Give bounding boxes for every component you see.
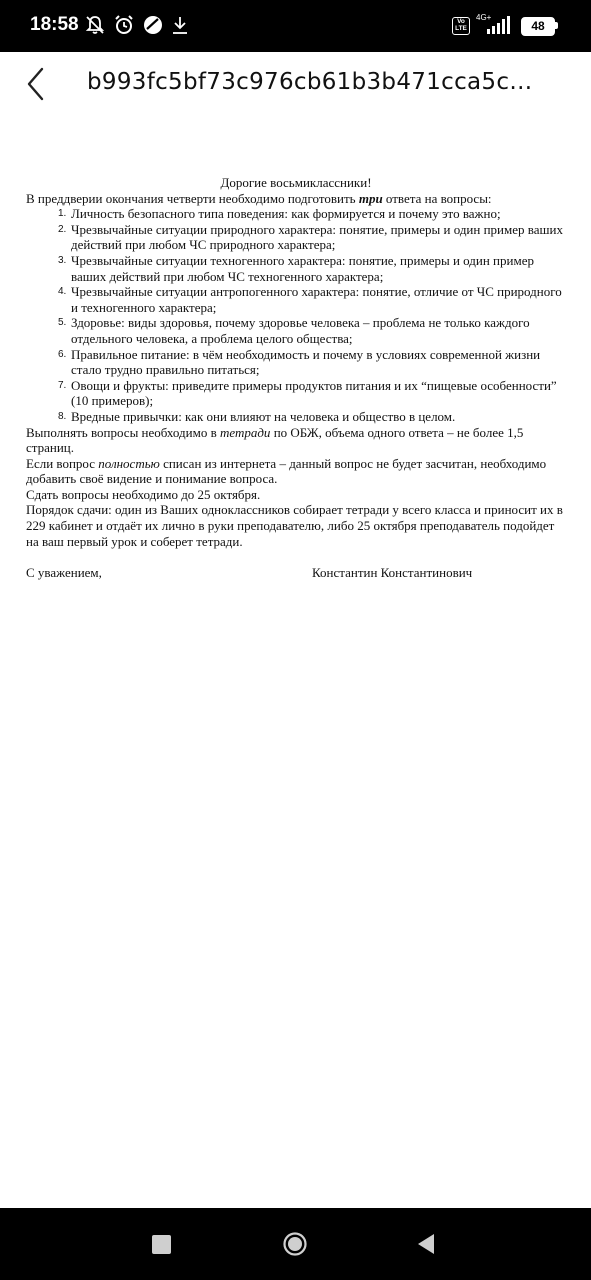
volte-icon: Vo LTE <box>452 17 470 35</box>
item-text: Правильное питание: в чём необходимость и почему в условиях современной жизни стало трудно правильно питаться; <box>71 346 541 378</box>
list-item <box>26 284 566 315</box>
back-triangle-icon[interactable] <box>415 1232 437 1256</box>
download-icon <box>170 14 190 36</box>
intro-text-end: ответа на вопросы: <box>382 190 492 206</box>
list-item <box>26 378 566 409</box>
item-number: 6. <box>58 348 67 360</box>
p2-emphasis: полностью <box>98 455 160 471</box>
item-number: 3. <box>58 254 67 266</box>
battery-icon: 48 <box>521 17 555 36</box>
question-list <box>26 206 566 424</box>
list-item <box>26 222 566 253</box>
status-bar <box>0 0 591 52</box>
back-button[interactable] <box>20 62 56 106</box>
item-text: Чрезвычайные ситуации природного характера: понятие, примеры и один пример ваших действий при любом ЧС природного характера; <box>71 221 563 253</box>
document-viewer[interactable] <box>0 124 591 1208</box>
item-text: Чрезвычайные ситуации антропогенного характера: понятие, отличие от ЧС природного и техногенного характера; <box>71 284 562 315</box>
p1-text: Выполнять вопросы необходимо в <box>26 424 220 440</box>
recent-apps-icon[interactable] <box>152 1235 171 1254</box>
list-item <box>26 253 566 284</box>
submission-paragraph: Порядок сдачи: один из Ваших одноклассников собирает тетради у всего класса и приносит их в 229 кабинет и отдаёт их лично в руки преподавателю, либо 25 октября преподаватель подойдет на ваш первый урок и соберет тетради. <box>26 502 563 549</box>
intro-text: В преддверии окончания четверти необходимо подготовить <box>26 190 359 206</box>
item-number: 2. <box>58 223 67 235</box>
p1-emphasis: тетради <box>219 424 271 440</box>
network-type: 4G+ <box>476 13 492 22</box>
item-number: 8. <box>58 410 67 422</box>
muted-bell-icon <box>84 14 106 36</box>
intro-paragraph <box>26 191 566 207</box>
list-item <box>26 315 566 346</box>
list-item <box>26 347 566 378</box>
status-time: 18:58 <box>30 14 79 35</box>
signature <box>26 565 566 581</box>
item-number: 1. <box>58 208 67 220</box>
chevron-left-icon <box>20 62 56 106</box>
item-text: Личность безопасного типа поведения: как формируется и почему это важно; <box>71 206 501 222</box>
p1-text-end: по ОБЖ, объема одного ответа – не более 1,5 страниц. <box>26 424 524 456</box>
signature-closing: С уважением, <box>26 565 102 581</box>
plagiarism-paragraph <box>26 456 566 487</box>
alarm-icon <box>113 14 135 36</box>
greeting: Дорогие восьмиклассники! <box>220 175 372 190</box>
document-title: b993fc5bf73c976cb61b3b471cca5c… <box>87 69 533 95</box>
p2-text-end: списан из интернета – данный вопрос не будет засчитан, необходимо добавить своё видение и понимание вопроса. <box>26 455 547 487</box>
p2-text: Если вопрос <box>26 455 99 471</box>
signal-icon <box>487 16 513 34</box>
battery-tip <box>555 22 558 29</box>
app-bar <box>0 52 591 124</box>
document-body <box>26 175 566 581</box>
pie-icon <box>142 14 164 36</box>
item-text: Здоровье: виды здоровья, почему здоровье человека – проблема не только каждого отдельного человека, а проблема целого общества; <box>71 315 530 346</box>
item-text: Овощи и фрукты: приведите примеры продуктов питания и их “пищевые особенности” (10 примеров); <box>71 377 557 409</box>
item-number: 4. <box>58 286 67 298</box>
list-item <box>26 409 566 425</box>
signature-name: Константин Константинович <box>312 565 473 581</box>
home-icon[interactable] <box>283 1232 307 1256</box>
navigation-bar <box>0 1208 591 1280</box>
item-number: 5. <box>58 317 67 329</box>
document-page <box>0 124 591 1208</box>
intro-emphasis: три <box>358 190 383 206</box>
list-item <box>26 206 566 222</box>
deadline-paragraph: Сдать вопросы необходимо до 25 октября. <box>26 486 261 502</box>
notebook-paragraph <box>26 425 566 456</box>
item-number: 7. <box>58 379 67 391</box>
item-text: Вредные привычки: как они влияют на человека и общество в целом. <box>71 408 456 424</box>
item-text: Чрезвычайные ситуации техногенного характера: понятие, примеры и один пример ваших действий при любом ЧС техногенного характера; <box>71 252 534 284</box>
